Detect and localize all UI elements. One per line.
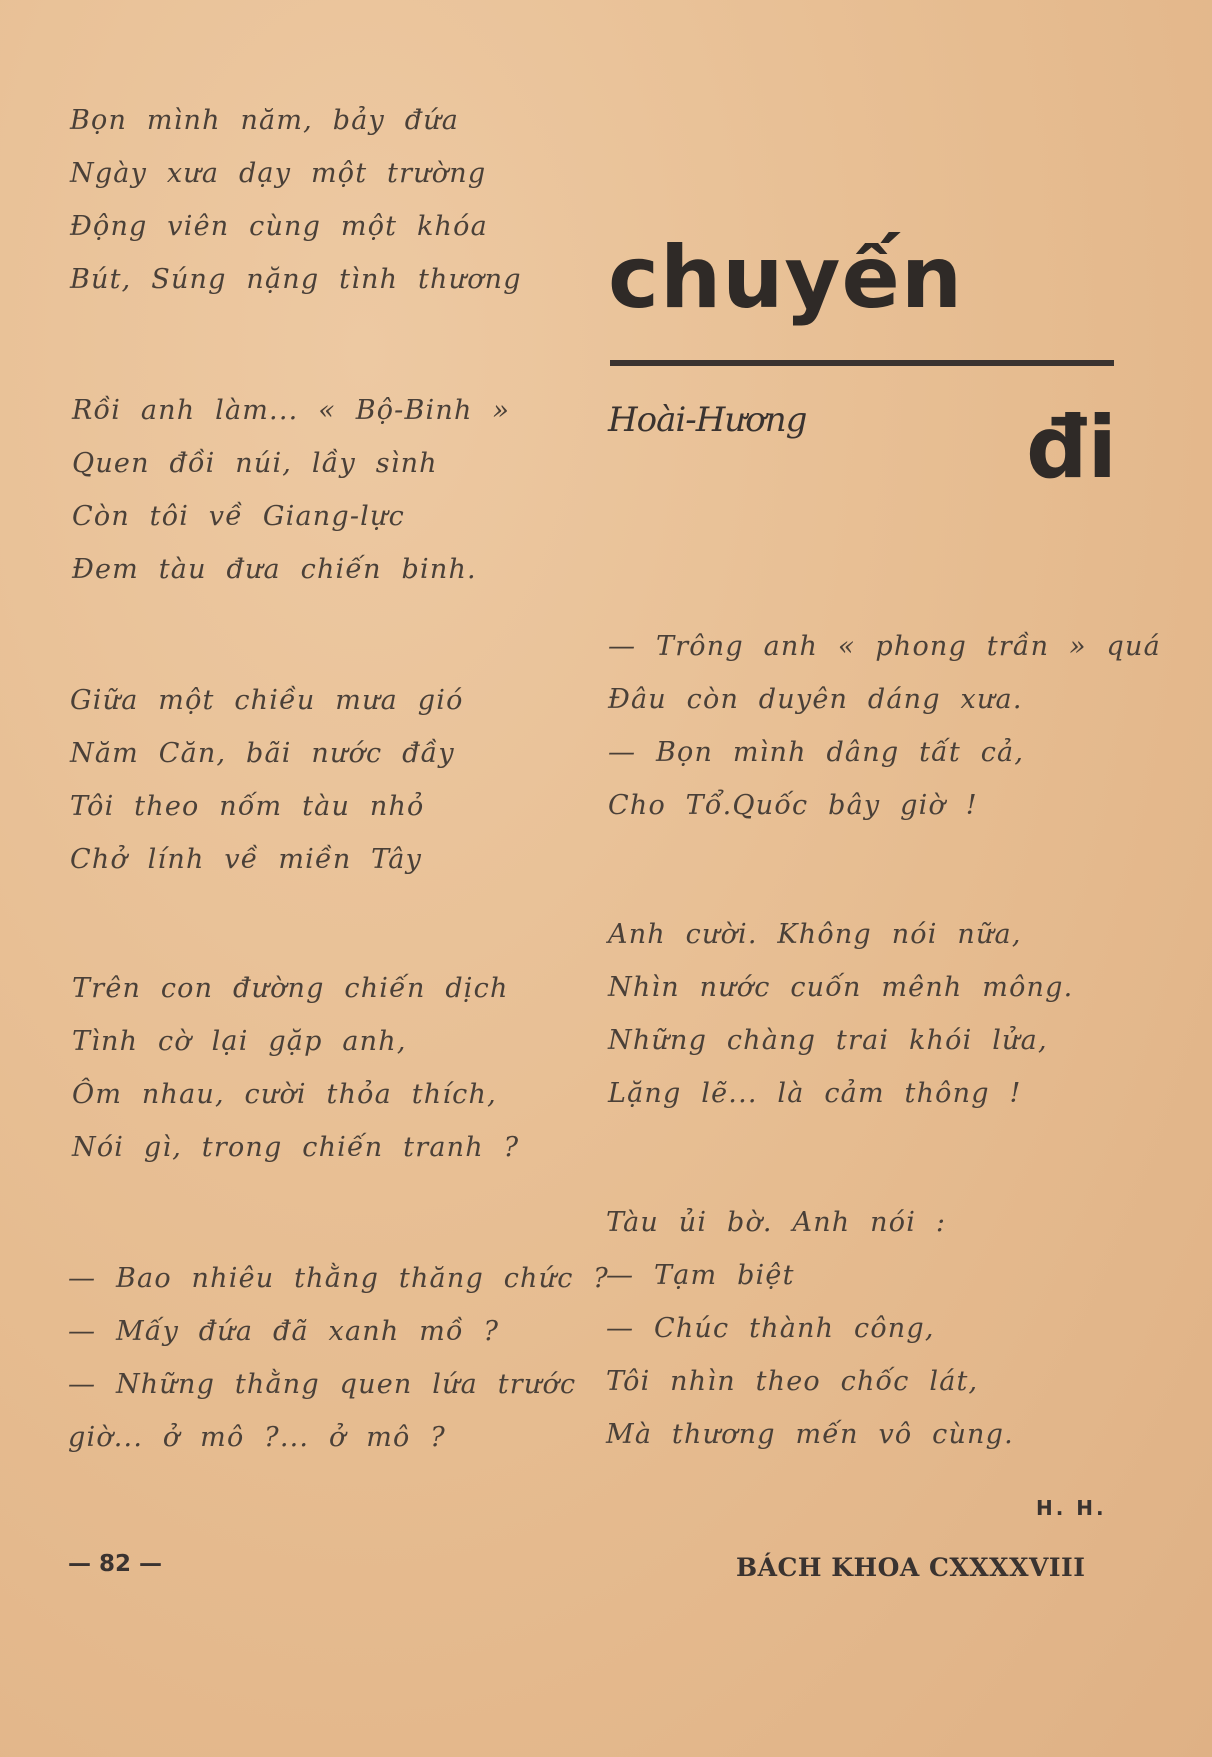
poem-line: giờ... ở mô ?... ở mô ? bbox=[68, 1422, 446, 1453]
poem-line: Giữa một chiều mưa gió bbox=[70, 685, 464, 716]
poem-line: Cho Tổ.Quốc bây giờ ! bbox=[608, 790, 978, 821]
poem-line: — Bao nhiêu thằng thăng chức ? bbox=[68, 1263, 609, 1294]
poem-line: Đâu còn duyên dáng xưa. bbox=[608, 684, 1023, 715]
poem-line: Bọn mình năm, bảy đứa bbox=[70, 105, 460, 136]
poem-line: — Mấy đứa đã xanh mồ ? bbox=[68, 1316, 500, 1347]
poem-line: Ôm nhau, cười thỏa thích, bbox=[72, 1079, 497, 1110]
poem-line: Động viên cùng một khóa bbox=[70, 211, 488, 242]
magazine-issue: BÁCH KHOA CXXXXVIII bbox=[736, 1553, 1086, 1582]
poem-line: — Những thằng quen lứa trước bbox=[68, 1369, 577, 1400]
left-stanza-4 bbox=[72, 962, 519, 1174]
left-stanza-1 bbox=[70, 94, 522, 306]
poem-line: Tôi theo nốm tàu nhỏ bbox=[70, 791, 425, 822]
poem-line: Lặng lẽ... là cảm thông ! bbox=[608, 1078, 1022, 1109]
poem-line: — Bọn mình dâng tất cả, bbox=[608, 737, 1025, 768]
poem-line: Tôi nhìn theo chốc lát, bbox=[606, 1366, 979, 1397]
poem-line: Nói gì, trong chiến tranh ? bbox=[72, 1132, 520, 1163]
title-divider bbox=[610, 360, 1114, 366]
poem-line: Tàu ủi bờ. Anh nói : bbox=[606, 1207, 947, 1238]
poem-line: Nhìn nước cuốn mênh mông. bbox=[608, 972, 1074, 1003]
poem-line: Những chàng trai khói lửa, bbox=[608, 1025, 1048, 1056]
poem-title-word-2: đi bbox=[1026, 398, 1118, 498]
poem-line: Anh cười. Không nói nữa, bbox=[608, 919, 1022, 950]
author-signature: Hoài-Hương bbox=[608, 400, 807, 440]
poem-line: — Chúc thành công, bbox=[606, 1313, 935, 1344]
poem-line: Chở lính về miền Tây bbox=[70, 844, 423, 875]
right-stanza-2 bbox=[608, 908, 1073, 1120]
poem-line: Quen đồi núi, lầy sình bbox=[72, 448, 438, 479]
poem-line: Mà thương mến vô cùng. bbox=[606, 1419, 1014, 1450]
left-stanza-2 bbox=[72, 384, 510, 596]
poem-line: Bút, Súng nặng tình thương bbox=[70, 264, 522, 295]
poem-line: — Trông anh « phong trần » quá bbox=[608, 631, 1161, 662]
poem-line: — Tạm biệt bbox=[606, 1260, 795, 1291]
left-stanza-5 bbox=[68, 1252, 609, 1464]
right-stanza-3 bbox=[606, 1196, 1014, 1461]
poem-line: Trên con đường chiến dịch bbox=[72, 973, 509, 1004]
right-stanza-1 bbox=[608, 620, 1161, 832]
poem-line: Ngày xưa dạy một trường bbox=[70, 158, 487, 189]
poem-line: Tình cờ lại gặp anh, bbox=[72, 1026, 407, 1057]
author-initials: H. H. bbox=[1036, 1496, 1107, 1520]
left-stanza-3 bbox=[70, 674, 464, 886]
poem-line: Đem tàu đưa chiến binh. bbox=[72, 554, 477, 585]
poem-line: Còn tôi về Giang-lực bbox=[72, 501, 405, 532]
poem-line: Năm Căn, bãi nước đầy bbox=[70, 738, 455, 769]
page-number: — 82 — bbox=[68, 1551, 163, 1577]
poem-line: Rồi anh làm... « Bộ-Binh » bbox=[72, 395, 511, 426]
poem-title-word-1: chuyến bbox=[608, 228, 964, 328]
